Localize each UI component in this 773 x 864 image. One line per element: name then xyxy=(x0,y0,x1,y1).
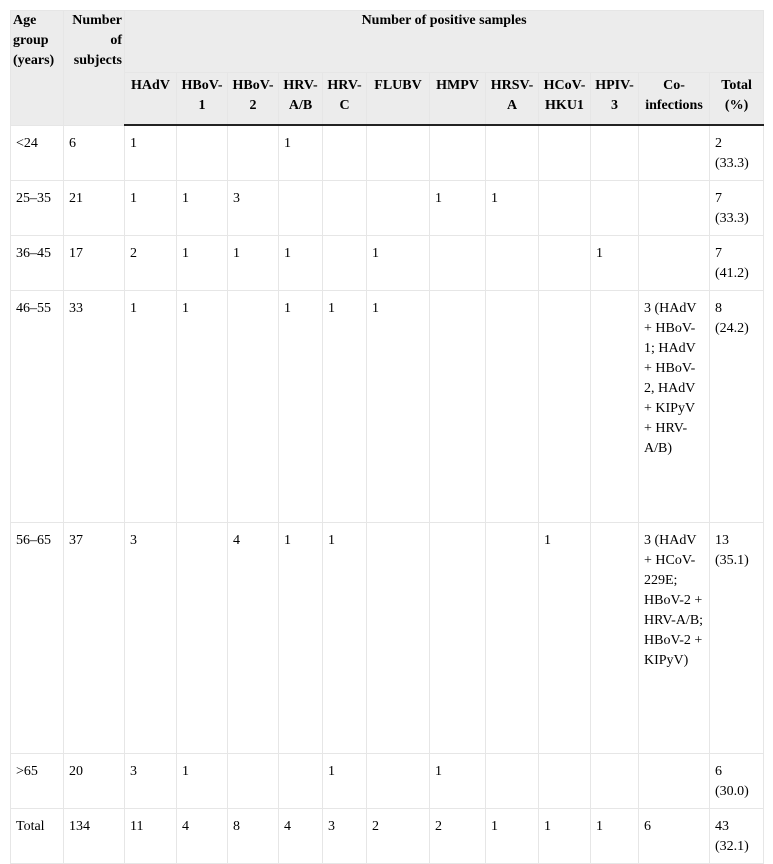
cell-value xyxy=(639,754,710,809)
header-hrv-c: HRV-C xyxy=(323,73,367,126)
cell-value: 1 xyxy=(591,809,639,864)
cell-value: 1 xyxy=(591,236,639,291)
cell-value xyxy=(639,181,710,236)
cell-value: 1 xyxy=(125,125,177,181)
cell-value: 3 xyxy=(228,181,279,236)
header-hcov-hku1: HCoV-HKU1 xyxy=(539,73,591,126)
cell-value xyxy=(639,125,710,181)
header-hrv-ab: HRV-A/B xyxy=(279,73,323,126)
cell-value: 2 xyxy=(430,809,486,864)
cell-value: 8 (24.2) xyxy=(710,291,764,523)
cell-value: 1 xyxy=(367,291,430,523)
header-total: Total (%) xyxy=(710,73,764,126)
cell-value xyxy=(486,125,539,181)
cell-value: 1 xyxy=(177,236,228,291)
table-header xyxy=(11,11,764,126)
cell-value xyxy=(177,523,228,754)
cell-value: 1 xyxy=(367,236,430,291)
cell-value: 1 xyxy=(125,291,177,523)
cell-value: 1 xyxy=(279,291,323,523)
cell-value xyxy=(486,523,539,754)
cell-value xyxy=(367,125,430,181)
cell-value xyxy=(323,236,367,291)
header-hmpv: HMPV xyxy=(430,73,486,126)
header-hbov-2: HBoV-2 xyxy=(228,73,279,126)
cell-value xyxy=(539,125,591,181)
cell-value xyxy=(430,291,486,523)
cell-value: 2 (33.3) xyxy=(710,125,764,181)
cell-value xyxy=(639,236,710,291)
cell-value xyxy=(539,236,591,291)
table-row xyxy=(11,181,764,236)
cell-value: 1 xyxy=(125,181,177,236)
cell-age-group: Total xyxy=(11,809,64,864)
header-age-group: Age group (years) xyxy=(11,11,64,126)
cell-age-group: 36–45 xyxy=(11,236,64,291)
cell-value xyxy=(591,754,639,809)
cell-value: 1 xyxy=(279,125,323,181)
cell-value: 1 xyxy=(177,291,228,523)
cell-value: 1 xyxy=(430,181,486,236)
cell-value xyxy=(430,523,486,754)
cell-number-of-subjects: 6 xyxy=(64,125,125,181)
cell-value: 1 xyxy=(279,236,323,291)
table-row xyxy=(11,523,764,754)
cell-value xyxy=(539,291,591,523)
cell-value: 3 xyxy=(323,809,367,864)
cell-value xyxy=(367,181,430,236)
cell-value xyxy=(591,181,639,236)
cell-value: 2 xyxy=(367,809,430,864)
cell-value: 7 (33.3) xyxy=(710,181,764,236)
header-flubv: FLUBV xyxy=(367,73,430,126)
cell-value xyxy=(430,236,486,291)
cell-number-of-subjects: 37 xyxy=(64,523,125,754)
cell-value xyxy=(539,181,591,236)
cell-value: 3 xyxy=(125,523,177,754)
cell-value: 4 xyxy=(228,523,279,754)
cell-value: 1 xyxy=(323,523,367,754)
cell-value xyxy=(591,291,639,523)
cell-value: 4 xyxy=(177,809,228,864)
cell-number-of-subjects: 17 xyxy=(64,236,125,291)
cell-value xyxy=(539,754,591,809)
cell-value xyxy=(228,125,279,181)
cell-value: 11 xyxy=(125,809,177,864)
cell-age-group: 25–35 xyxy=(11,181,64,236)
cell-value: 4 xyxy=(279,809,323,864)
cell-value: 3 (HAdV + HBoV-1; HAdV + HBoV-2, HAdV + KIPyV + HRV-A/B) xyxy=(639,291,710,523)
cell-value xyxy=(177,125,228,181)
cell-age-group: 46–55 xyxy=(11,291,64,523)
cell-value: 1 xyxy=(323,754,367,809)
cell-value xyxy=(279,181,323,236)
cell-value xyxy=(323,125,367,181)
cell-value: 1 xyxy=(539,809,591,864)
cell-value: 8 xyxy=(228,809,279,864)
cell-value xyxy=(367,523,430,754)
cell-value: 1 xyxy=(279,523,323,754)
cell-number-of-subjects: 21 xyxy=(64,181,125,236)
header-hpiv-3: HPIV-3 xyxy=(591,73,639,126)
cell-value: 3 (HAdV + HCoV-229E; HBoV-2 + HRV-A/B; HBoV-2 + KIPyV) xyxy=(639,523,710,754)
cell-value xyxy=(228,754,279,809)
cell-value: 1 xyxy=(228,236,279,291)
cell-value: 1 xyxy=(177,181,228,236)
cell-value xyxy=(486,236,539,291)
table-body xyxy=(11,125,764,864)
cell-value: 7 (41.2) xyxy=(710,236,764,291)
cell-value xyxy=(323,181,367,236)
cell-number-of-subjects: 33 xyxy=(64,291,125,523)
cell-value: 13 (35.1) xyxy=(710,523,764,754)
cell-value xyxy=(486,754,539,809)
cell-number-of-subjects: 134 xyxy=(64,809,125,864)
header-positive-samples: Number of positive samples xyxy=(125,11,764,73)
cell-value xyxy=(367,754,430,809)
table-row xyxy=(11,291,764,523)
cell-value xyxy=(591,523,639,754)
cell-value xyxy=(591,125,639,181)
positive-samples-table xyxy=(10,10,764,864)
cell-value: 1 xyxy=(177,754,228,809)
header-number-of-subjects: Number of subjects xyxy=(64,11,125,126)
cell-number-of-subjects: 20 xyxy=(64,754,125,809)
cell-age-group: <24 xyxy=(11,125,64,181)
cell-value: 1 xyxy=(539,523,591,754)
header-hrsv-a: HRSV-A xyxy=(486,73,539,126)
header-hadv: HAdV xyxy=(125,73,177,126)
table-row xyxy=(11,754,764,809)
cell-value: 3 xyxy=(125,754,177,809)
table-row xyxy=(11,236,764,291)
table-row xyxy=(11,125,764,181)
cell-value xyxy=(228,291,279,523)
cell-value: 1 xyxy=(486,181,539,236)
cell-value: 6 xyxy=(639,809,710,864)
cell-value: 43 (32.1) xyxy=(710,809,764,864)
cell-age-group: 56–65 xyxy=(11,523,64,754)
table-container xyxy=(10,10,763,864)
cell-value: 1 xyxy=(486,809,539,864)
cell-value: 1 xyxy=(430,754,486,809)
table-total-row xyxy=(11,809,764,864)
cell-age-group: >65 xyxy=(11,754,64,809)
cell-value: 2 xyxy=(125,236,177,291)
header-co-infections: Co-infections xyxy=(639,73,710,126)
header-hbov-1: HBoV-1 xyxy=(177,73,228,126)
cell-value: 1 xyxy=(323,291,367,523)
cell-value xyxy=(279,754,323,809)
cell-value xyxy=(486,291,539,523)
cell-value: 6 (30.0) xyxy=(710,754,764,809)
cell-value xyxy=(430,125,486,181)
